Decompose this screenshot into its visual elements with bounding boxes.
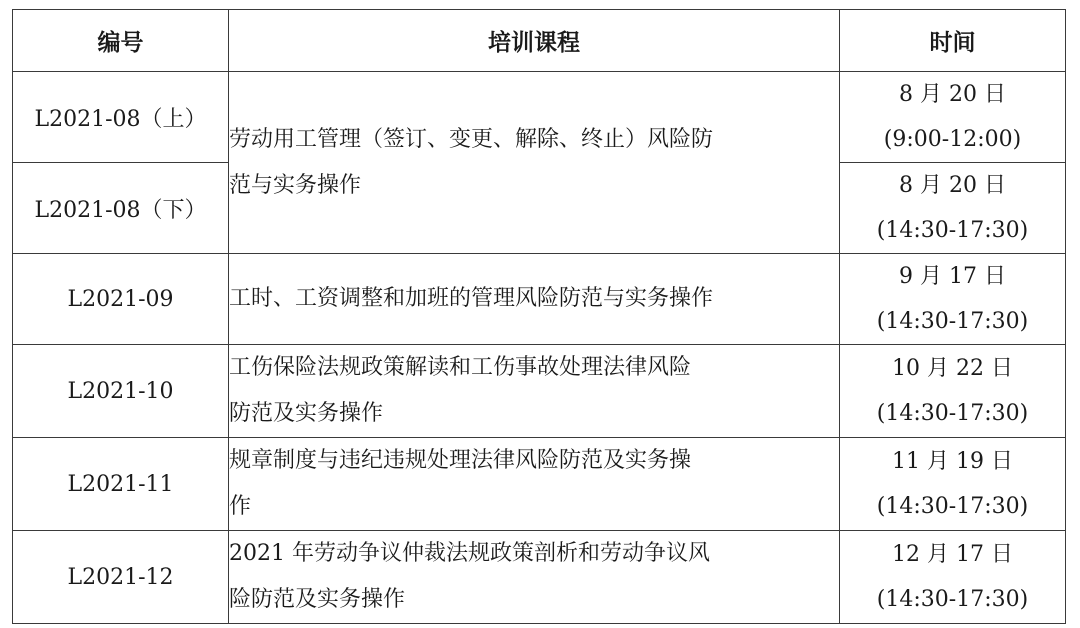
table-row [13,254,1066,345]
table-row [13,438,1066,531]
row-time [840,438,1066,531]
course-line: 2021 年劳动争议仲裁法规政策剖析和劳动争议风 [229,541,710,566]
time-hours: (14:30-17:30) [876,218,1029,243]
row-time [840,72,1066,163]
course-line: 规章制度与违纪违规处理法律风险防范及实务操 [229,448,692,473]
time-date: 12 月 17 日 [892,542,1013,567]
row-course [229,254,840,345]
row-code: L2021-08（上） [13,72,229,163]
row-course [229,438,840,531]
time-date: 8 月 20 日 [899,82,1006,107]
time-date: 8 月 20 日 [899,173,1006,198]
row-code: L2021-12 [13,531,229,624]
row-code: L2021-11 [13,438,229,531]
row-time [840,531,1066,624]
table-row [13,72,1066,163]
row-code: L2021-10 [13,345,229,438]
row-course [229,531,840,624]
training-schedule-table [12,9,1066,624]
header-code: 编号 [13,10,229,72]
course-line: 劳动用工管理（签订、变更、解除、终止）风险防 [229,126,714,152]
time-hours: (14:30-17:30) [876,587,1029,612]
course-line: 工伤保险法规政策解读和工伤事故处理法律风险 [229,355,692,380]
row-time [840,163,1066,254]
row-time [840,345,1066,438]
row-code: L2021-09 [13,254,229,345]
table-row [13,531,1066,624]
course-line: 作 [229,494,252,519]
row-time [840,254,1066,345]
time-date: 11 月 19 日 [892,449,1013,474]
time-hours: (14:30-17:30) [876,309,1029,334]
course-line: 范与实务操作 [229,172,362,198]
time-hours: (9:00-12:00) [883,127,1022,152]
time-hours: (14:30-17:30) [876,401,1029,426]
table-row [13,345,1066,438]
course-line: 险防范及实务操作 [229,587,406,612]
time-date: 10 月 22 日 [892,356,1013,381]
row-course [229,72,840,254]
header-time: 时间 [840,10,1066,72]
time-hours: (14:30-17:30) [876,494,1029,519]
course-line: 工时、工资调整和加班的管理风险防范与实务操作 [229,286,714,311]
row-code: L2021-08（下） [13,163,229,254]
course-line: 防范及实务操作 [229,401,384,426]
row-course [229,345,840,438]
header-course: 培训课程 [229,10,840,72]
header-row [13,10,1066,72]
time-date: 9 月 17 日 [899,264,1006,289]
